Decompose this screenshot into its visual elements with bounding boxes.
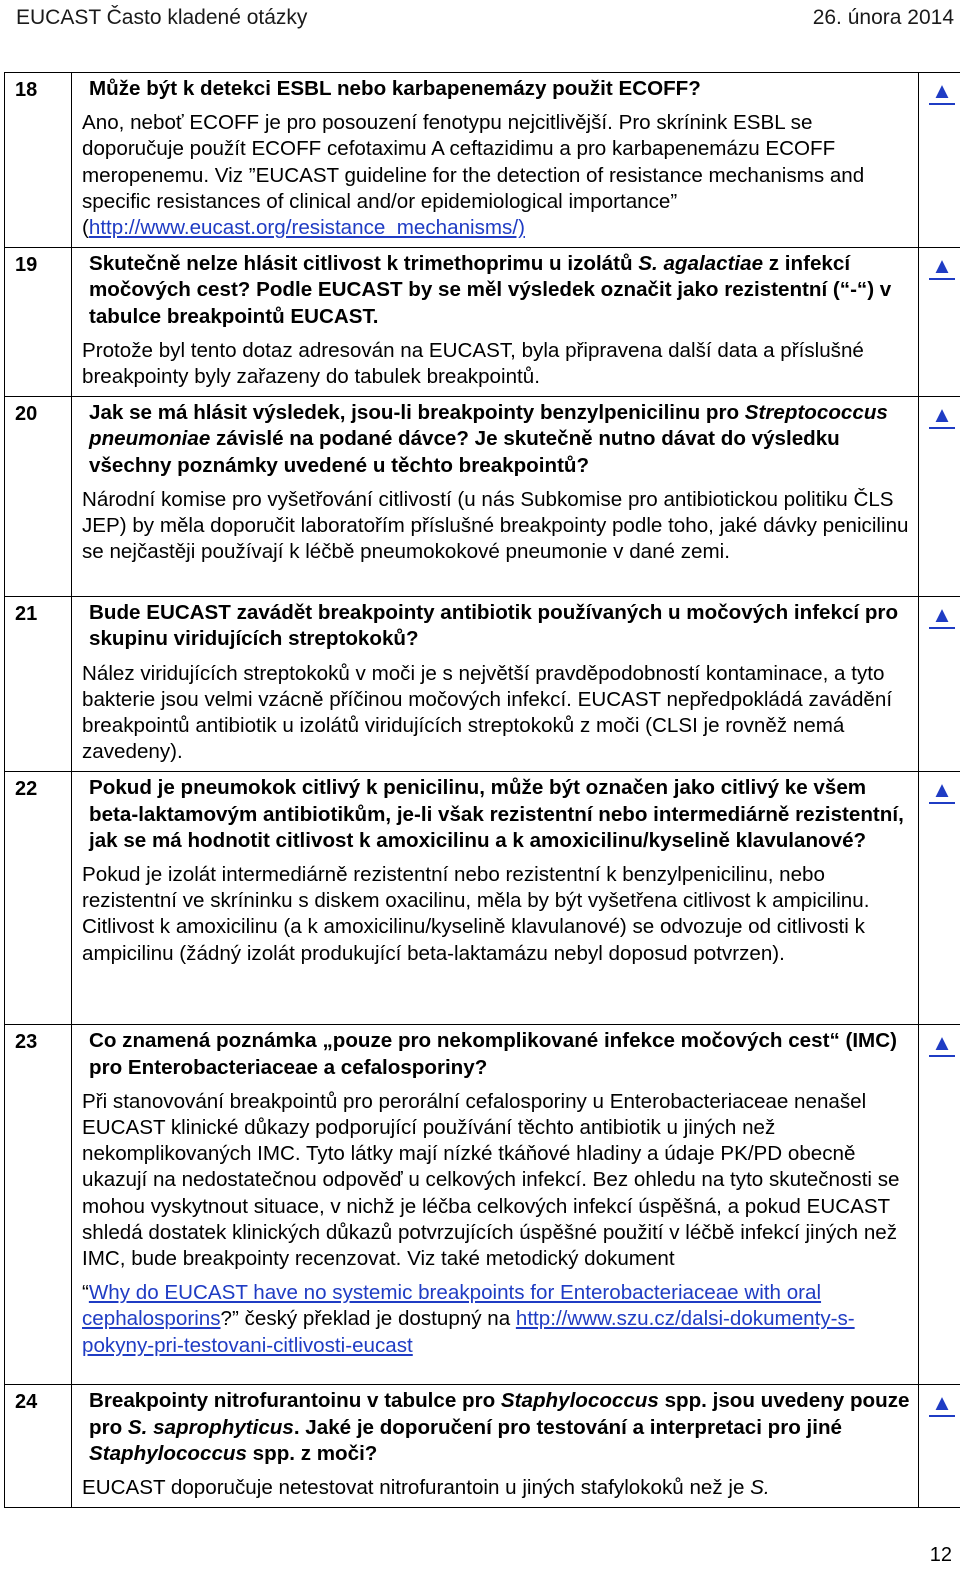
answer: Ano, neboť ECOFF je pro posouzení fenotypu nejcitlivější. Pro skrínink ESBL se doporučuje použít ECOFF cefotaximu A ceftazidimu a pro karbapenemázu ECOFF meropenemu. Viz ”EUCAST guideline for the detection of resistance mechanisms and specific resistances of clinical and/or epidemiological importance” (http://www.eucast.org/resistance_mechanisms/): [82, 111, 865, 240]
faq-table: [4, 72, 960, 1508]
question: Bude EUCAST zavádět breakpointy antibiotik používaných u močových infekcí pro skupinu viridujících streptokoků?: [89, 601, 899, 651]
row-body: [72, 248, 919, 397]
row-number: 21: [5, 597, 72, 772]
up-cell: [919, 1025, 960, 1385]
faq-row-24: [5, 1385, 960, 1508]
faq-row-23: [5, 1025, 960, 1385]
row-body: [72, 1385, 919, 1508]
row-body: [72, 1025, 919, 1385]
question: Jak se má hlásit výsledek, jsou-li breakpointy benzylpenicilinu pro Streptococcus pneumoniae závislé na podané dávce? Je skutečně nutno dávat do výsledku všechny poznámky uvedené u těchto breakpointů?: [89, 401, 888, 477]
row-number: 22: [5, 772, 72, 1025]
question: Pokud je pneumokok citlivý k penicilinu, může být označen jako citlivý ke všem beta-laktamovým antibiotikům, je-li však rezistentní nebo intermediárně rezistentní, jak se má hodnotit citlivost k amoxicilinu a k amoxicilinu/kyselině klavulanové?: [89, 776, 904, 852]
header-title: EUCAST Často kladené otázky: [16, 6, 308, 29]
row-body: [72, 772, 919, 1025]
up-cell: [919, 772, 960, 1025]
header-date: 26. února 2014: [812, 6, 954, 29]
question: Co znamená poznámka „pouze pro nekomplikované infekce močových cest“ (IMC) pro Enterobacteriaceae a cefalosporiny?: [89, 1029, 897, 1079]
up-cell: [919, 397, 960, 597]
row-body: [72, 597, 919, 772]
up-arrow-icon[interactable]: ▲: [931, 1390, 953, 1416]
question: Skutečně nelze hlásit citlivost k trimethoprimu u izolátů S. agalactiae z infekcí močových cest? Podle EUCAST by se měl výsledek označit jako rezistentní (“-“) v tabulce breakpointů EUCAST.: [89, 252, 892, 328]
up-arrow-icon[interactable]: ▲: [931, 402, 953, 428]
page-number: 12: [929, 1544, 952, 1566]
up-arrow-icon[interactable]: ▲: [931, 777, 953, 803]
szu-translation-link[interactable]: http://www.szu.cz/dalsi-dokumenty-s-pokyny-pri-testovani-citlivosti-eucast: [82, 1307, 855, 1357]
row-number: 18: [5, 73, 72, 248]
answer: Protože byl tento dotaz adresován na EUCAST, byla připravena další data a příslušné breakpointy byly zařazeny do tabulek breakpointů.: [82, 338, 864, 389]
eucast-resistance-link[interactable]: http://www.eucast.org/resistance_mechanisms/): [88, 216, 525, 240]
question: Breakpointy nitrofurantoinu v tabulce pro Staphylococcus spp. jsou uvedeny pouze pro S. saprophyticus. Jaké je doporučení pro testování a interpretaci pro jiné Staphylococcus spp. z moči?: [89, 1389, 910, 1465]
up-arrow-icon[interactable]: ▲: [931, 78, 953, 103]
row-number: 24: [5, 1385, 72, 1508]
faq-row-21: [5, 597, 960, 772]
up-arrow-icon[interactable]: ▲: [931, 1030, 953, 1056]
answer: Při stanovování breakpointů pro perorální cefalosporiny u Enterobacteriaceae nenašel EUCAST klinické důkazy podporující používání těchto antibiotik u jiných než nekomplikovaných IMC. Tyto látky mají nízké tkáňové hladiny a údaje PK/PD obecně ukazují na nedostatečnou odpověď u celkových infekcí. Bez ohledu na tyto skutečnosti se mohou vyskytnout situace, v nichž je léčba celkových infekcí úspěšná, a pokud EUCAST shledá dostatek klinických důkazů potvrzujících úspěšné použití v léčbě infekcí jiných než IMC, bude breakpointy recenzovat. Viz také metodický dokument: [82, 1089, 900, 1271]
up-cell: [919, 1385, 960, 1508]
up-cell: [919, 248, 960, 397]
row-body: [72, 73, 919, 248]
why-no-systemic-breakpoints-link[interactable]: Why do EUCAST have no systemic breakpoints for Enterobacteriaceae with oral cephalosporins: [82, 1281, 822, 1331]
row-number: 20: [5, 397, 72, 597]
row-number: 19: [5, 248, 72, 397]
up-arrow-icon[interactable]: ▲: [931, 253, 953, 279]
question: Může být k detekci ESBL nebo karbapenemázy použit ECOFF?: [89, 77, 701, 100]
page-header: [16, 4, 954, 32]
answer: Národní komise pro vyšetřování citlivostí (u nás Subkomise pro antibiotickou politiku ČLS JEP) by měla doporučit laboratořím příslušné breakpointy podle toho, jaké dávky penicilinu se nejčastěji používají k léčbě pneumokokové pneumonie v dané zemi.: [82, 487, 909, 564]
faq-row-20: [5, 397, 960, 597]
up-cell: [919, 597, 960, 772]
answer: Nález viridujících streptokoků v moči je s největší pravděpodobností kontaminace, a tyto bakterie jsou velmi vzácně příčinou močových infekcí. EUCAST nepředpokládá zavádění breakpointů antibiotik u izolátů viridujících streptokoků z moči (CLSI je rovněž nemá zavedeny).: [82, 661, 893, 764]
answer: EUCAST doporučuje netestovat nitrofurantoin u jiných stafylokoků než je S.: [82, 1476, 770, 1500]
answer: Pokud je izolát intermediárně rezistentní nebo rezistentní k benzylpenicilinu, nebo rezistentní ve skríninku s diskem oxacilinu, měla by být vyšetřena citlivost k ampicilinu. Citlivost k amoxicilinu (a k amoxicilinu/kyselině klavulanové) se odvozuje od citlivosti k ampicilinu (žádný izolát produkující beta-laktamázu nebyl doposud potvrzen).: [82, 863, 870, 965]
row-number: 23: [5, 1025, 72, 1385]
reference: “Why do EUCAST have no systemic breakpoints for Enterobacteriaceae with oral cephalosporins?” český překlad je dostupný na http://www.szu.cz/dalsi-dokumenty-s-pokyny-pri-testovani-citlivosti-eucast: [82, 1281, 855, 1357]
up-cell: [919, 73, 960, 248]
row-body: [72, 397, 919, 597]
faq-row-18: [5, 73, 960, 248]
faq-row-19: [5, 248, 960, 397]
up-arrow-icon[interactable]: ▲: [931, 602, 953, 628]
faq-row-22: [5, 772, 960, 1025]
